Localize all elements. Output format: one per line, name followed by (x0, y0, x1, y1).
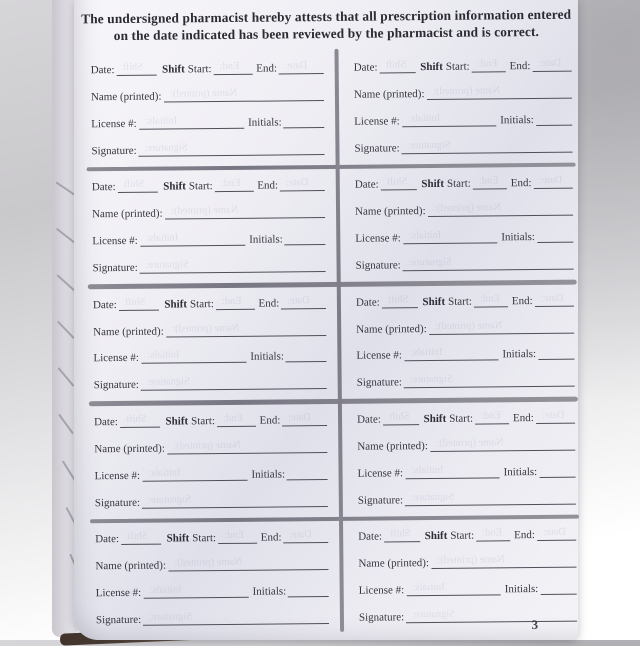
bleedthrough-text: Initials: (409, 347, 443, 359)
date-underline (384, 528, 420, 542)
signature-line (91, 140, 324, 157)
date-label: Date: (355, 296, 380, 309)
entry-block-left (91, 287, 327, 402)
end-label: End: (260, 531, 282, 544)
license-initials-line (94, 465, 327, 482)
shift-start-underline (217, 413, 256, 427)
bleedthrough-text: Date: (289, 529, 313, 541)
initials-underline (286, 348, 327, 362)
end-label: End: (514, 529, 535, 542)
bleedthrough-text: End: (482, 527, 503, 539)
license-underline (404, 347, 499, 362)
initials-underline (536, 111, 572, 125)
bleedthrough-text: Shift (124, 296, 146, 308)
date-shift-line (357, 409, 575, 426)
shift-start-label (162, 63, 212, 75)
license-number-label: License #: (358, 584, 405, 597)
name-printed-label: Name (printed): (357, 439, 428, 453)
date-shift-line (355, 174, 573, 191)
shift-start-label (164, 298, 214, 310)
signature-underline (406, 608, 577, 624)
license-underline (405, 464, 500, 479)
date-shift-line (356, 291, 574, 308)
end-underline (282, 412, 327, 426)
name-printed-label: Name (printed): (92, 207, 163, 221)
shift-label-bold: Shift (421, 178, 445, 191)
initials-label: Initials: (250, 350, 284, 364)
signature-underline (142, 493, 328, 509)
shift-start-underline (214, 61, 253, 75)
date-label: Date: (92, 298, 117, 311)
bleedthrough-text: Name (printed): (170, 204, 239, 217)
name-line (356, 318, 574, 335)
license-underline (402, 112, 497, 127)
initials-underline (284, 114, 325, 128)
signature-underline (405, 490, 576, 506)
shift-start-label (163, 180, 213, 192)
name-line (94, 438, 327, 455)
signature-line (354, 137, 572, 154)
bleedthrough-text: Initials: (410, 464, 444, 477)
shift-start-underline (216, 295, 255, 309)
entries-row (89, 50, 573, 167)
shift-label-bold: Shift (162, 63, 185, 76)
bleedthrough-text: Shift (387, 293, 409, 306)
shift-label-bold: Shift (422, 295, 446, 308)
name-underline (426, 85, 572, 100)
license-number-label: License #: (93, 352, 140, 365)
shift-start-label (420, 61, 470, 73)
initials-underline (539, 463, 575, 477)
bleedthrough-text: Initials: (147, 467, 181, 479)
signature-underline (402, 138, 573, 154)
name-printed-label: Name (printed): (354, 205, 426, 218)
bleedthrough-text: Initials: (412, 581, 445, 594)
date-label: Date: (95, 533, 120, 546)
shift-label-bold: Shift (424, 530, 448, 543)
name-line (357, 435, 575, 452)
signature-label: Signature: (357, 493, 404, 507)
bleedthrough-text: Shift (385, 59, 406, 71)
initials-label: Initials: (251, 468, 286, 481)
date-underline (120, 413, 161, 427)
license-initials-line (355, 228, 573, 245)
end-underline (536, 410, 575, 424)
bleedthrough-text: Name (printed): (172, 439, 241, 452)
end-label: End: (258, 297, 280, 310)
entry-block-left (93, 521, 329, 636)
bleedthrough-text: Initials: (146, 349, 180, 362)
initials-label: Initials: (504, 583, 539, 596)
end-underline (279, 60, 324, 74)
date-label: Date: (358, 530, 383, 543)
shift-start-label (422, 295, 472, 307)
bleedthrough-text: End: (220, 178, 241, 190)
date-underline (119, 296, 160, 310)
shift-label-rest: Start: (445, 60, 470, 73)
bleedthrough-text: Signature: (412, 608, 456, 621)
entries-row (90, 167, 574, 284)
signature-label: Signature: (354, 142, 400, 155)
license-initials-line (96, 582, 329, 599)
initials-label: Initials: (500, 113, 534, 127)
entry-block-right (354, 50, 573, 165)
signature-line (96, 609, 329, 626)
bleedthrough-text: Initials: (408, 229, 441, 242)
date-shift-line (95, 528, 328, 545)
name-underline (167, 439, 328, 455)
bleedthrough-text: Initials: (149, 584, 182, 596)
signature-label: Signature: (93, 379, 139, 392)
initials-label: Initials: (249, 233, 283, 246)
entry-block-left (92, 404, 328, 519)
signature-line (358, 489, 576, 506)
shift-start-label (167, 532, 217, 544)
signature-label: Signature: (356, 376, 402, 390)
page-content (74, 0, 584, 642)
shift-label-rest: Start: (448, 295, 472, 308)
bleedthrough-text: Signature: (149, 611, 193, 623)
initials-underline (288, 583, 329, 597)
end-underline (283, 529, 328, 543)
entry-block-left (89, 52, 325, 167)
logbook-page (74, 0, 578, 640)
license-initials-line (91, 113, 324, 130)
date-shift-line (91, 59, 324, 76)
name-underline (429, 319, 575, 334)
shift-label-rest: Start: (191, 414, 216, 428)
shift-label-bold: Shift (164, 297, 188, 311)
end-underline (280, 177, 325, 191)
bleedthrough-text: End: (477, 58, 498, 70)
bleedthrough-text: Date: (538, 57, 562, 70)
entries-grid (89, 50, 578, 637)
name-line (92, 203, 325, 220)
end-label: End: (257, 179, 279, 192)
entries-row (93, 519, 577, 636)
license-initials-line (92, 230, 325, 247)
end-label: End: (509, 60, 531, 73)
shift-start-label (425, 530, 475, 542)
entry-block-left (90, 169, 326, 284)
license-underline (141, 349, 246, 364)
signature-line (95, 492, 328, 509)
date-label: Date: (356, 413, 381, 426)
date-label: Date: (91, 181, 116, 194)
name-printed-label: Name (printed): (353, 87, 425, 101)
initials-label: Initials: (503, 465, 538, 479)
date-underline (381, 176, 417, 190)
bleedthrough-text: End: (479, 292, 500, 305)
signature-underline (404, 373, 575, 389)
bleedthrough-text: Signature: (407, 139, 451, 152)
signature-line (94, 374, 327, 391)
signature-underline (141, 375, 327, 391)
license-number-label: License #: (357, 467, 404, 480)
license-number-label: License #: (95, 586, 142, 600)
bleedthrough-text: End: (480, 410, 501, 422)
signature-underline (139, 141, 325, 157)
name-underline (166, 322, 327, 338)
bleedthrough-text: Shift (126, 530, 148, 543)
date-underline (121, 531, 162, 545)
name-underline (163, 87, 324, 103)
date-underline (379, 59, 415, 73)
signature-underline (143, 610, 329, 626)
bleedthrough-text: Shift (389, 528, 411, 540)
shift-label-bold: Shift (165, 415, 189, 428)
shift-label-rest: Start: (188, 180, 213, 193)
name-printed-label: Name (printed): (95, 559, 167, 573)
signature-underline (140, 258, 326, 274)
page-edge-line (56, 274, 75, 292)
license-number-label: License #: (91, 117, 137, 131)
license-initials-line (357, 462, 575, 479)
end-underline (532, 58, 571, 72)
signature-line (359, 607, 577, 624)
date-underline (382, 294, 418, 308)
signature-label: Signature: (355, 259, 401, 272)
entries-row (91, 284, 575, 401)
entry-block-right (356, 284, 575, 399)
shift-label-bold: Shift (423, 412, 447, 425)
name-line (355, 201, 573, 218)
date-underline (383, 411, 419, 425)
signature-line (355, 255, 573, 272)
shift-start-underline (215, 178, 254, 192)
entries-row (92, 402, 576, 519)
bleedthrough-text: Date: (285, 177, 309, 189)
page-edge-line (58, 367, 75, 387)
shift-label-rest: Start: (450, 529, 475, 543)
name-line (358, 553, 576, 570)
page-edge-line (57, 321, 75, 340)
end-label: End: (511, 294, 533, 307)
bleedthrough-text: Signature: (408, 256, 453, 269)
end-underline (535, 292, 574, 306)
shift-label-rest: Start: (189, 297, 214, 310)
initials-underline (538, 346, 574, 360)
date-shift-line (354, 57, 572, 74)
license-initials-line (354, 110, 572, 127)
license-underline (142, 467, 247, 482)
shift-start-underline (218, 530, 257, 544)
bleedthrough-text: Signature: (147, 493, 192, 506)
license-number-label: License #: (355, 232, 401, 245)
end-underline (533, 175, 572, 189)
license-number-label: License #: (92, 234, 138, 248)
bleedthrough-text: Date: (539, 174, 563, 187)
name-printed-label: Name (printed): (356, 322, 427, 336)
date-shift-line (92, 176, 325, 193)
bleedthrough-text: Shift (386, 176, 408, 188)
name-printed-label: Name (printed): (94, 442, 165, 456)
date-label: Date: (90, 64, 115, 77)
entry-block-right (357, 402, 576, 517)
bleedthrough-text: Shift (388, 411, 410, 423)
license-initials-line (359, 580, 577, 597)
entry-block-right (355, 167, 574, 282)
shift-label-rest: Start: (449, 412, 474, 425)
page-number: 3 (531, 616, 539, 633)
bleedthrough-text: Name (printed): (433, 202, 502, 215)
shift-start-underline (475, 410, 509, 424)
end-underline (537, 527, 576, 541)
bleedthrough-text: Date: (288, 411, 312, 424)
shift-label-rest: Start: (192, 532, 217, 545)
initials-underline (540, 581, 576, 595)
bleedthrough-text: Signature: (409, 374, 454, 386)
date-label: Date: (353, 61, 378, 74)
bleedthrough-text: Date: (287, 294, 311, 307)
bleedthrough-text: Initials: (407, 112, 440, 125)
end-label: End: (512, 411, 534, 425)
bleedthrough-text: Shift (125, 413, 147, 425)
license-underline (143, 584, 248, 599)
signature-line (92, 257, 325, 274)
name-printed-label: Name (printed): (90, 90, 162, 104)
bleedthrough-text: End: (222, 412, 243, 424)
date-shift-line (94, 411, 327, 428)
bleedthrough-text: Signature: (410, 491, 455, 503)
name-printed-label: Name (printed): (93, 325, 164, 338)
name-line (95, 555, 328, 572)
name-underline (431, 554, 577, 569)
name-line (93, 321, 326, 338)
initials-label: Initials: (252, 585, 287, 598)
signature-label: Signature: (91, 144, 137, 158)
shift-label-bold: Shift (163, 180, 186, 193)
signature-underline (403, 256, 574, 272)
signature-label: Signature: (358, 611, 405, 624)
bleedthrough-text: Date: (541, 409, 565, 421)
name-underline (430, 436, 576, 451)
bleedthrough-text: Name (printed): (173, 556, 242, 569)
license-number-label: License #: (356, 349, 403, 363)
bleedthrough-text: End: (223, 529, 245, 542)
license-number-label: License #: (94, 469, 141, 482)
date-label: Date: (354, 178, 379, 192)
bleedthrough-text: Date: (542, 526, 566, 539)
shift-start-underline (472, 58, 506, 72)
end-label: End: (259, 414, 281, 427)
name-underline (165, 204, 326, 220)
bleedthrough-text: Signature: (144, 141, 188, 154)
shift-start-label (424, 412, 474, 424)
bleedthrough-text: Signature: (145, 259, 190, 271)
shift-label-rest: Start: (187, 63, 212, 76)
initials-label: Initials: (248, 116, 282, 129)
end-underline (281, 295, 326, 309)
bleedthrough-text: Name (printed): (171, 322, 240, 335)
signature-label: Signature: (92, 261, 138, 275)
bleedthrough-text: Signature: (146, 376, 191, 389)
shift-start-label (421, 178, 471, 190)
bleedthrough-text: Shift (123, 178, 145, 191)
initials-underline (537, 229, 573, 243)
entry-block-right (358, 519, 577, 634)
name-line (91, 86, 324, 103)
shift-label-rest: Start: (446, 177, 471, 191)
bleedthrough-text: Initials: (145, 232, 178, 244)
shift-label-bold: Shift (420, 60, 443, 74)
license-underline (406, 581, 501, 596)
attestation-statement (74, 0, 578, 44)
signature-line (357, 372, 575, 389)
bleedthrough-text: Initials: (144, 115, 177, 127)
bleedthrough-text: End: (478, 175, 499, 187)
signature-label: Signature: (95, 613, 142, 627)
name-underline (168, 556, 329, 572)
shift-start-underline (473, 176, 507, 190)
shift-label-bold: Shift (166, 532, 190, 545)
license-initials-line (356, 345, 574, 362)
date-label: Date: (94, 415, 118, 429)
license-number-label: License #: (354, 115, 400, 128)
end-label: End: (510, 177, 532, 190)
license-underline (140, 232, 245, 247)
shift-start-underline (474, 293, 508, 307)
name-line (354, 84, 572, 101)
bleedthrough-text: Name (printed): (432, 85, 500, 98)
bleedthrough-text: Name (printed): (434, 319, 503, 332)
bleedthrough-text: Name (printed): (436, 554, 505, 567)
bleedthrough-text: Date: (540, 292, 564, 304)
attestation-line: on the date indicated has been reviewed by the pharmacist and is correct. (113, 23, 540, 44)
initials-underline (285, 231, 326, 245)
license-underline (139, 115, 244, 130)
bleedthrough-text: Name (printed): (435, 436, 504, 449)
shift-start-label (165, 415, 215, 427)
name-underline (428, 202, 574, 217)
date-underline (116, 62, 157, 76)
signature-label: Signature: (94, 496, 141, 509)
date-underline (118, 179, 159, 193)
shift-start-underline (476, 527, 510, 541)
license-initials-line (93, 347, 326, 364)
bleedthrough-text: Date: (284, 60, 308, 72)
date-shift-line (358, 526, 576, 543)
bleedthrough-text: Shift (122, 61, 143, 74)
name-printed-label: Name (printed): (358, 557, 430, 570)
initials-underline (287, 466, 328, 480)
attestation-line: The undersigned pharmacist hereby attests that all prescription information entered (81, 6, 572, 27)
initials-label: Initials: (502, 348, 537, 361)
end-label: End: (256, 62, 278, 75)
page-edge-line (58, 414, 74, 435)
bleedthrough-text: Name (printed): (169, 87, 237, 100)
initials-label: Initials: (501, 231, 536, 244)
bleedthrough-text: End: (219, 60, 240, 73)
bleedthrough-text: End: (221, 295, 242, 307)
date-shift-line (93, 294, 326, 311)
license-underline (403, 230, 498, 245)
